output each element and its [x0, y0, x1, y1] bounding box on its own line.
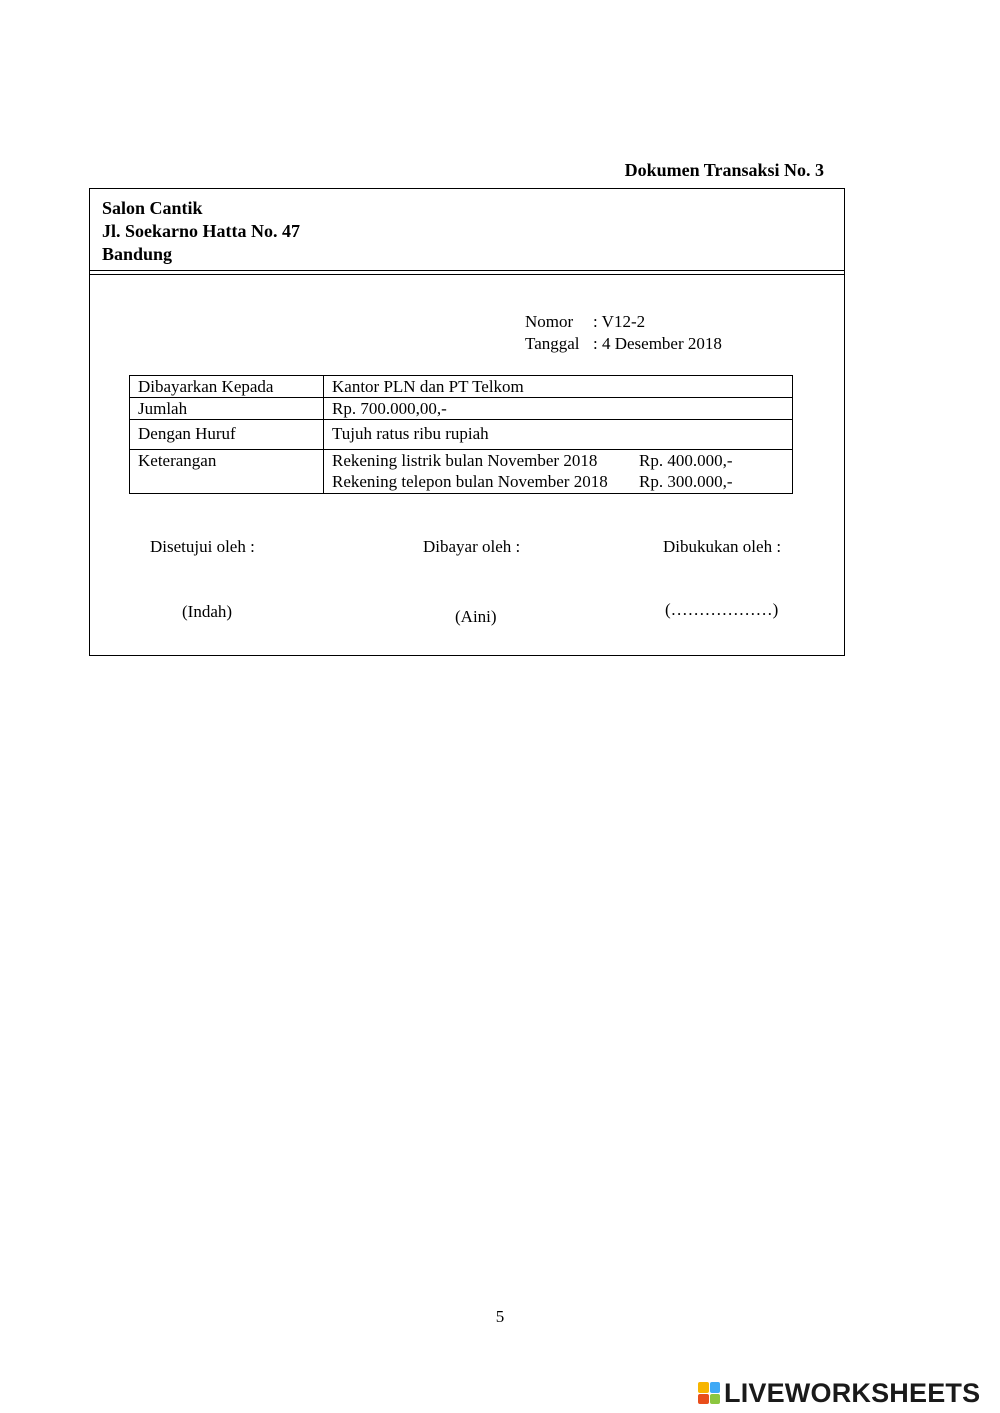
- tanggal-row: [525, 333, 722, 355]
- company-header: [102, 197, 300, 266]
- in-words-label: Dengan Huruf: [130, 420, 324, 450]
- logo-square: [698, 1394, 709, 1405]
- tanggal-label: Tanggal: [525, 334, 580, 353]
- note-description: Rekening telepon bulan November 2018: [332, 472, 608, 491]
- tanggal-value: : 4 Desember 2018: [593, 334, 722, 353]
- approved-by-name: (Indah): [182, 602, 233, 621]
- company-address: Jl. Soekarno Hatta No. 47: [102, 221, 300, 241]
- paid-to-label: Dibayarkan Kepada: [130, 376, 324, 398]
- notes-label: Keterangan: [130, 450, 324, 494]
- table-row: [130, 450, 793, 494]
- page-number: 5: [495, 1307, 505, 1326]
- note-description: Rekening listrik bulan November 2018: [332, 451, 598, 470]
- recorded-by-label: Dibukukan oleh :: [663, 537, 782, 556]
- company-city: Bandung: [102, 244, 173, 264]
- company-name: Salon Cantik: [102, 198, 203, 218]
- paid-by-name: (Aini): [455, 607, 497, 626]
- table-row: [130, 376, 793, 398]
- table-row: [130, 420, 793, 450]
- nomor-label: Nomor: [525, 312, 574, 331]
- notes-line: [332, 471, 784, 492]
- notes-line: [332, 450, 784, 471]
- amount-value: Rp. 700.000,00,-: [324, 398, 793, 420]
- voucher-table: [129, 375, 793, 494]
- logo-square: [698, 1382, 709, 1393]
- logo-square: [710, 1394, 721, 1405]
- liveworksheets-logo[interactable]: [698, 1378, 980, 1408]
- document-title: Dokumen Transaksi No. 3: [624, 160, 824, 180]
- table-row: [130, 398, 793, 420]
- liveworksheets-logo-icon: [698, 1382, 720, 1404]
- nomor-value: : V12-2: [593, 312, 646, 331]
- note-amount: Rp. 300.000,-: [639, 472, 733, 491]
- note-amount: Rp. 400.000,-: [639, 451, 733, 470]
- logo-square: [710, 1382, 721, 1393]
- voucher-meta: [525, 311, 722, 355]
- nomor-row: [525, 311, 722, 333]
- notes-cell: [324, 450, 793, 494]
- paid-to-value: Kantor PLN dan PT Telkom: [324, 376, 793, 398]
- brand-name: LIVEWORKSHEETS: [724, 1377, 981, 1408]
- header-divider: [90, 274, 844, 275]
- paid-by-label: Dibayar oleh :: [423, 537, 521, 556]
- approved-by-label: Disetujui oleh :: [150, 537, 255, 556]
- in-words-value: Tujuh ratus ribu rupiah: [324, 420, 793, 450]
- payment-voucher: [89, 188, 845, 656]
- amount-label: Jumlah: [130, 398, 324, 420]
- recorded-by-name: (………………): [665, 600, 779, 619]
- header-divider: [90, 270, 844, 271]
